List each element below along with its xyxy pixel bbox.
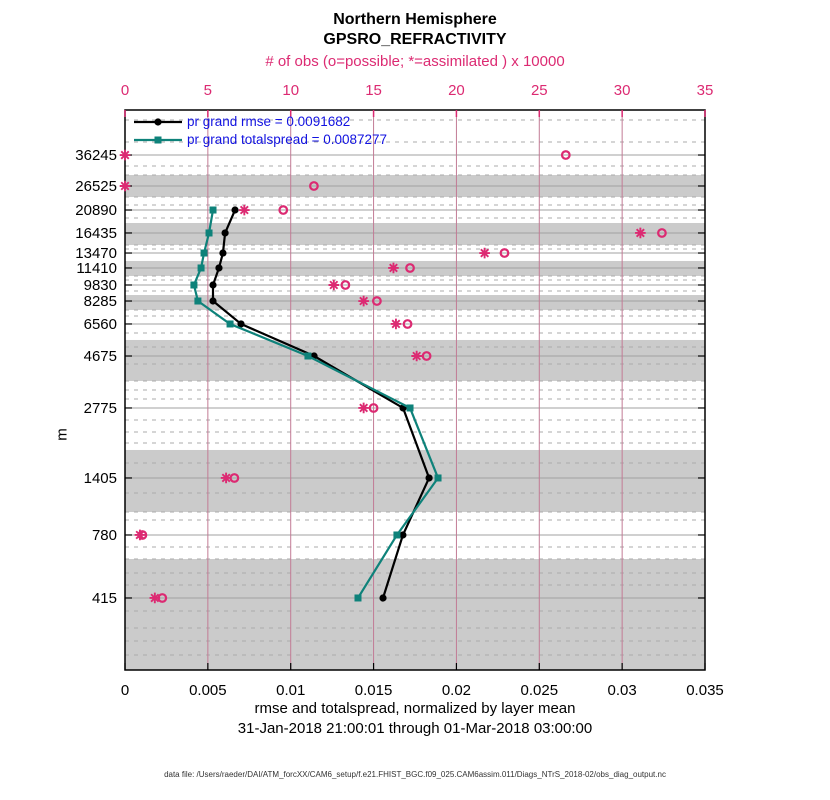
left-tick-label: 8285 (83, 293, 117, 311)
bottom-tick-label: 0.01 (276, 682, 306, 699)
bottom-tick-labels (121, 682, 724, 699)
totalspread-point (304, 353, 311, 360)
obs-assimilated-point (120, 181, 131, 192)
legend-marker (154, 118, 161, 125)
top-tick-label: 10 (282, 82, 300, 99)
bottom-tick-label: 0.035 (686, 682, 724, 699)
totalspread-point (227, 320, 234, 327)
bottom-tick-label: 0 (120, 682, 130, 699)
gray-band (125, 340, 705, 381)
top-tick-label: 35 (696, 82, 714, 99)
left-tick-label: 13470 (75, 245, 117, 263)
legend-samples (134, 118, 182, 143)
bottom-tick-label: 0.02 (441, 682, 472, 699)
totalspread-point (198, 264, 205, 271)
totalspread-point (194, 298, 201, 305)
obs-assimilated-point (135, 530, 146, 541)
totalspread-point (190, 282, 197, 289)
obs-assimilated-point (358, 296, 369, 307)
obs-assimilated-point (239, 205, 250, 216)
bottom-tick-label: 0.03 (607, 682, 637, 699)
left-tick-label: 9830 (83, 277, 117, 294)
left-tick-label: 1405 (83, 469, 117, 487)
figure-title: Northern Hemisphere (333, 11, 497, 28)
totalspread-point (354, 594, 361, 601)
top-tick-label: 15 (365, 82, 382, 99)
gray-band (125, 261, 705, 276)
gray-band (125, 559, 705, 670)
top-tick-label: 25 (530, 82, 548, 99)
left-tick-label: 20890 (75, 202, 117, 220)
legend-rmse-label: pr grand rmse = 0.0091682 (187, 114, 351, 129)
rmse-point (215, 264, 222, 271)
top-tick-label: 5 (203, 82, 213, 99)
left-tick-label: 780 (91, 526, 117, 544)
obs-assimilated-point (150, 593, 161, 604)
obs-assimilated-point (388, 263, 399, 274)
rmse-point (231, 206, 238, 213)
bottom-tick-label: 0.005 (189, 682, 227, 699)
rmse-point (209, 281, 216, 288)
left-tick-label: 415 (91, 589, 117, 607)
rmse-point (379, 594, 386, 601)
top-tick-labels (121, 82, 714, 99)
left-tick-label: 16435 (75, 224, 117, 242)
rmse-point (425, 474, 432, 481)
left-tick-label: 36245 (75, 147, 117, 165)
obs-assimilated-point (120, 150, 131, 161)
obs-assimilated-point (358, 403, 369, 414)
figure-subtitle: GPSRO_REFRACTIVITY (323, 31, 507, 48)
top-tick-label: 30 (613, 82, 631, 99)
totalspread-point (407, 404, 414, 411)
rmse-point (219, 249, 226, 256)
left-tick-label: 11410 (76, 259, 117, 277)
left-tick-label: 26525 (75, 177, 117, 195)
obs-assimilated-point (391, 319, 402, 330)
left-tick-label: 4675 (83, 348, 117, 366)
top-tick-label: 0 (120, 82, 130, 99)
legend-marker (155, 137, 162, 144)
rmse-point (221, 229, 228, 236)
top-tick-label: 20 (448, 82, 465, 99)
bottom-tick-label: 0.015 (354, 682, 393, 699)
obs-assimilated-point (479, 248, 490, 259)
x-axis-label: rmse and totalspread, normalized by layer mean (254, 700, 576, 717)
obs-assimilated-point (411, 351, 422, 362)
left-tick-label: 2775 (83, 399, 117, 417)
legend-totalspread-label: pr grand totalspread = 0.0087277 (187, 132, 388, 147)
left-tick-label: 6560 (83, 315, 117, 333)
totalspread-point (201, 250, 208, 257)
obs-assimilated-point (635, 228, 646, 239)
data-file-path: data file: /Users/raeder/DAI/ATM_forcXX/CAM6_setup/f.e21.FHIST_BGC.f09_025.CAM6assim.011/Diags_NTrS_2018-02/obs_diag_output.nc (164, 770, 666, 779)
totalspread-point (209, 207, 216, 214)
obs-assimilated-point (221, 473, 232, 484)
date-range-label: 31-Jan-2018 21:00:01 through 01-Mar-2018 03:00:00 (237, 720, 593, 737)
totalspread-point (206, 229, 213, 236)
left-tick-labels (75, 147, 117, 607)
rmse-point (209, 297, 216, 304)
top-axis-label: # of obs (o=possible; *=assimilated ) x 10000 (265, 53, 565, 70)
bottom-tick-label: 0.025 (520, 682, 559, 699)
totalspread-point (393, 531, 400, 538)
obs-assimilated-point (329, 280, 340, 291)
y-axis-label: m (53, 428, 71, 441)
gray-band (125, 450, 705, 512)
totalspread-point (435, 474, 442, 481)
